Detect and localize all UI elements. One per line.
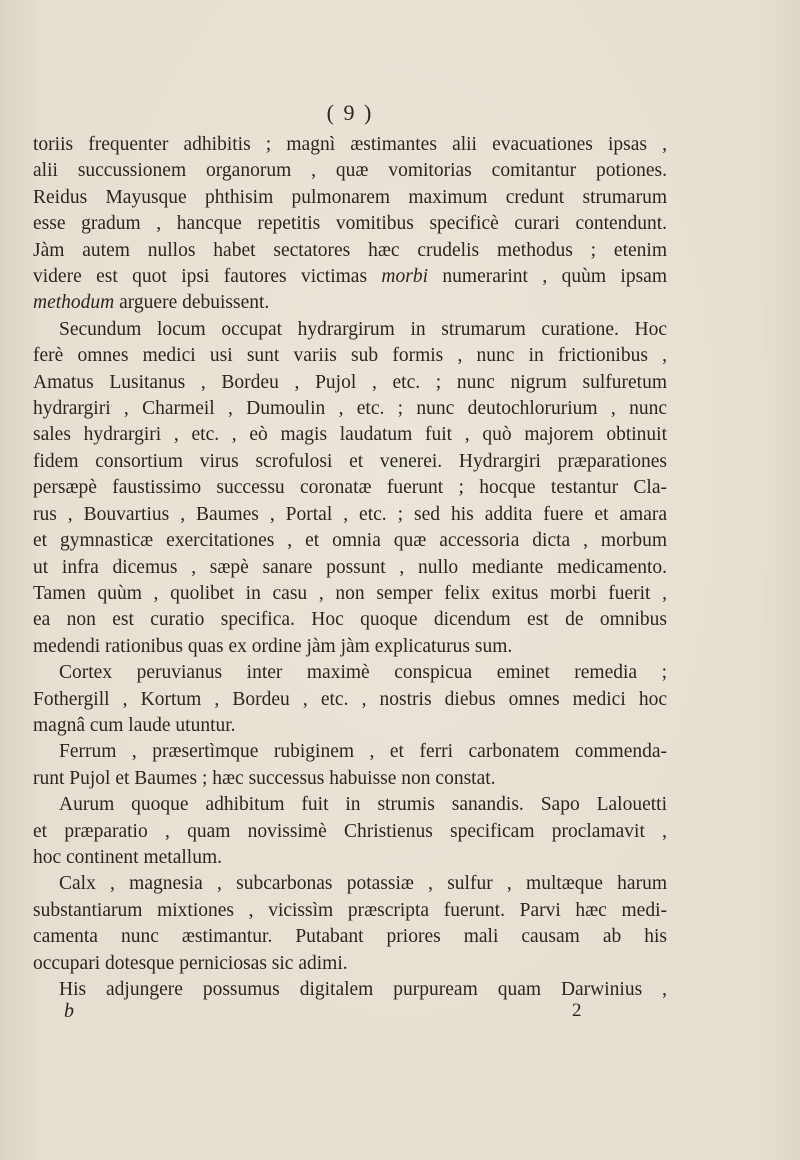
- signature-mark: b: [64, 1000, 74, 1022]
- text-line: runt Pujol et Baumes ; hæc successus habuisse non constat.: [33, 767, 496, 789]
- signature-number: 2: [572, 1000, 582, 1021]
- text-line: substantiarum mixtiones , vicissìm præscripta fuerunt. Parvi hæc medi-: [33, 899, 667, 921]
- text-line: toriis frequenter adhibitis ; magnì æstimantes alii evacuationes ipsas ,: [33, 134, 667, 155]
- text-segment: arguere debuissent.: [119, 292, 270, 314]
- paragraph-start: Calx , magnesia , subcarbonas potassiæ , sulfur , multæque harum: [59, 873, 667, 895]
- text-segment: videre est quot ipsi fautores victimas: [33, 266, 368, 288]
- paragraph-start: Ferrum , præsertìmque rubiginem , et ferri carbonatem commenda-: [59, 741, 667, 763]
- text-line: Tamen quùm , quolibet in casu , non semper felix exitus morbi fuerit ,: [33, 582, 667, 604]
- text-line: persæpè faustissimo successu coronatæ fuerunt ; hocque testantur Cla-: [33, 477, 667, 499]
- body-text: [33, 132, 667, 1003]
- text-line: fidem consortium virus scrofulosi et venerei. Hydrargiri præparationes: [33, 450, 667, 472]
- text-line: medendi rationibus quas ex ordine jàm jàm explicaturus sum.: [33, 635, 513, 657]
- text-line: ea non est curatio specifica. Hoc quoque dicendum est de omnibus: [33, 609, 667, 631]
- text-line-mixed: [33, 290, 667, 316]
- italic-word: methodum: [33, 292, 115, 314]
- text-line-mixed: [33, 264, 667, 290]
- page-footer: [0, 1000, 800, 1030]
- paragraph-start: His adjungere possumus digitalem purpuream quam Darwinius ,: [59, 979, 667, 1000]
- text-line: camenta nunc æstimantur. Putabant priores mali causam ab his: [33, 926, 667, 948]
- text-line: Fothergill , Kortum , Bordeu , etc. , nostris diebus omnes medici hoc: [33, 688, 667, 710]
- paragraph-start: Cortex peruvianus inter maximè conspicua eminet remedia ;: [59, 662, 667, 684]
- text-line: et præparatio , quam novissimè Christienus specificam proclamavit ,: [33, 820, 667, 842]
- text-line: alii succussionem organorum , quæ vomitorias comitantur potiones.: [33, 160, 667, 182]
- paragraph-start: Aurum quoque adhibitum fuit in strumis sanandis. Sapo Lalouetti: [59, 794, 667, 816]
- text-line: et gymnasticæ exercitationes , et omnia quæ accessoria dicta , morbum: [33, 530, 667, 552]
- text-line: Jàm autem nullos habet sectatores hæc crudelis methodus ; etenim: [33, 239, 667, 261]
- page-number: ( 9 ): [326, 100, 374, 125]
- text-line: Reidus Mayusque phthisim pulmonarem maximum credunt strumarum: [33, 186, 667, 208]
- text-line: hoc continent metallum.: [33, 846, 222, 868]
- text-line: hydrargiri , Charmeil , Dumoulin , etc. ; nunc deutochlorurium , nunc: [33, 398, 667, 420]
- text-line: rus , Bouvartius , Baumes , Portal , etc. ; sed his addita fuere et amara: [33, 503, 667, 525]
- text-line: esse gradum , hancque repetitis vomitibus specificè curari contendunt.: [33, 213, 667, 235]
- paragraph-start: Secundum locum occupat hydrargirum in strumarum curatione. Hoc: [59, 318, 667, 340]
- text-segment: numerarint , quùm ipsam: [442, 266, 667, 288]
- text-line: ferè omnes medici usi sunt variis sub formis , nunc in frictionibus ,: [33, 345, 667, 367]
- text-line: ut infra dicemus , sæpè sanare possunt , nullo mediante medicamento.: [33, 556, 667, 578]
- text-line: sales hydrargiri , etc. , eò magis laudatum fuit , quò majorem obtinuit: [33, 424, 667, 446]
- text-line: occupari dotesque perniciosas sic adimi.: [33, 952, 348, 974]
- text-line: Amatus Lusitanus , Bordeu , Pujol , etc. ; nunc nigrum sulfuretum: [33, 371, 667, 393]
- text-line: magnâ cum laude utuntur.: [33, 714, 236, 736]
- italic-word: morbi: [381, 266, 429, 288]
